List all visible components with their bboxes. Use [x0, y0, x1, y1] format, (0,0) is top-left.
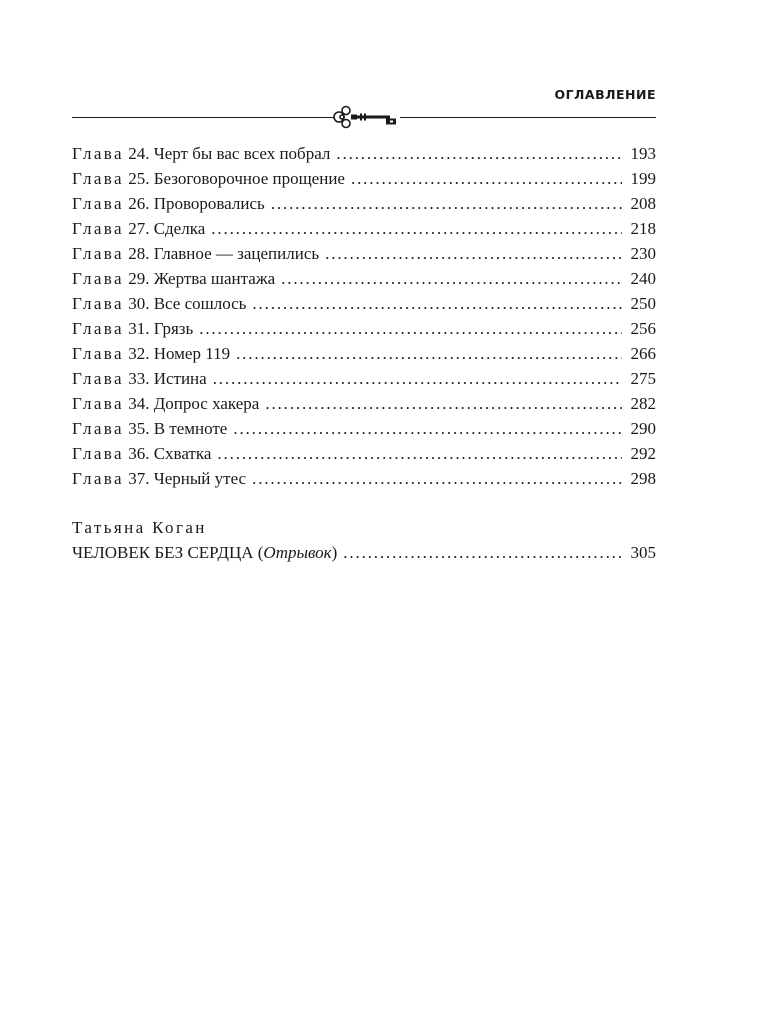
dot-leader — [351, 166, 622, 191]
dot-leader — [199, 316, 622, 341]
toc-entry — [72, 266, 656, 291]
dot-leader — [211, 216, 622, 241]
excerpt-note: Отрывок — [263, 543, 332, 562]
excerpt-note-open: ( — [257, 543, 264, 562]
chapter-number: 24. — [128, 144, 150, 163]
dot-leader — [343, 540, 622, 565]
chapter-title: Безоговорочное прощение — [153, 169, 345, 188]
dot-leader — [236, 341, 622, 366]
chapter-number: 30. — [128, 294, 150, 313]
chapter-title: Все сошлось — [153, 294, 247, 313]
chapter-number: 29. — [128, 269, 150, 288]
page-number: 240 — [630, 269, 656, 288]
chapter-prefix: Глава — [72, 419, 124, 438]
page-number: 199 — [630, 169, 656, 188]
page-number: 292 — [630, 444, 656, 463]
page-number: 230 — [630, 244, 656, 263]
chapter-number: 35. — [128, 419, 150, 438]
chapter-prefix: Глава — [72, 369, 124, 388]
page-number: 256 — [630, 319, 656, 338]
key-ornament-icon — [330, 105, 402, 129]
dot-leader — [265, 391, 622, 416]
dot-leader — [217, 441, 622, 466]
page-number: 290 — [630, 419, 656, 438]
chapter-title: Черт бы вас всех побрал — [153, 144, 331, 163]
dot-leader — [213, 366, 622, 391]
excerpt-entry — [72, 540, 656, 565]
toc-entry — [72, 316, 656, 341]
chapter-prefix: Глава — [72, 169, 124, 188]
header-rule-right — [400, 117, 656, 118]
excerpt-author: Татьяна Коган — [72, 518, 207, 537]
chapter-title: Номер 119 — [153, 344, 231, 363]
dot-leader — [336, 141, 622, 166]
dot-leader — [252, 291, 622, 316]
chapter-title: Истина — [153, 369, 207, 388]
toc-entry — [72, 391, 656, 416]
toc-entry — [72, 441, 656, 466]
chapter-prefix: Глава — [72, 319, 124, 338]
chapter-prefix: Глава — [72, 194, 124, 213]
page-number: 282 — [630, 394, 656, 413]
excerpt-title: ЧЕЛОВЕК БЕЗ СЕРДЦА — [72, 543, 254, 562]
chapter-prefix: Глава — [72, 469, 124, 488]
dot-leader — [271, 191, 622, 216]
toc-entry — [72, 341, 656, 366]
toc-entry — [72, 241, 656, 266]
chapter-number: 34. — [128, 394, 150, 413]
chapter-number: 32. — [128, 344, 150, 363]
chapter-title: Сделка — [153, 219, 206, 238]
page-number: 250 — [630, 294, 656, 313]
chapter-number: 25. — [128, 169, 150, 188]
toc-entry — [72, 466, 656, 491]
chapter-number: 28. — [128, 244, 150, 263]
chapter-title: Допрос хакера — [153, 394, 260, 413]
toc-entry — [72, 416, 656, 441]
toc-entry — [72, 166, 656, 191]
chapter-prefix: Глава — [72, 394, 124, 413]
chapter-prefix: Глава — [72, 144, 124, 163]
chapter-number: 36. — [128, 444, 150, 463]
table-of-contents — [72, 141, 656, 491]
dot-leader — [325, 241, 622, 266]
dot-leader — [252, 466, 622, 491]
page-number: 193 — [630, 144, 656, 163]
toc-entry — [72, 540, 656, 565]
page-number: 275 — [630, 369, 656, 388]
excerpt-note-close: ) — [331, 543, 338, 562]
chapter-title: Жертва шантажа — [153, 269, 276, 288]
chapter-prefix: Глава — [72, 344, 124, 363]
chapter-title: Проворовались — [153, 194, 265, 213]
toc-entry — [72, 291, 656, 316]
chapter-title: Грязь — [153, 319, 194, 338]
chapter-number: 33. — [128, 369, 150, 388]
chapter-title: Главное — зацепились — [153, 244, 320, 263]
toc-entry — [72, 366, 656, 391]
dot-leader — [233, 416, 622, 441]
page-number: 305 — [630, 543, 656, 562]
chapter-prefix: Глава — [72, 294, 124, 313]
page-number: 218 — [630, 219, 656, 238]
toc-entry — [72, 191, 656, 216]
chapter-number: 37. — [128, 469, 150, 488]
chapter-prefix: Глава — [72, 219, 124, 238]
page-number: 208 — [630, 194, 656, 213]
header-rule-left — [72, 117, 334, 118]
chapter-title: Черный утес — [153, 469, 247, 488]
toc-entry — [72, 141, 656, 166]
chapter-prefix: Глава — [72, 244, 124, 263]
chapter-prefix: Глава — [72, 444, 124, 463]
toc-entry — [72, 216, 656, 241]
dot-leader — [281, 266, 622, 291]
chapter-number: 31. — [128, 319, 150, 338]
chapter-title: Схватка — [153, 444, 212, 463]
page-number: 266 — [630, 344, 656, 363]
chapter-prefix: Глава — [72, 269, 124, 288]
chapter-number: 26. — [128, 194, 150, 213]
page-number: 298 — [630, 469, 656, 488]
chapter-title: В темноте — [153, 419, 228, 438]
page-header-title: ОГЛАВЛЕНИЕ — [554, 87, 656, 102]
chapter-number: 27. — [128, 219, 150, 238]
